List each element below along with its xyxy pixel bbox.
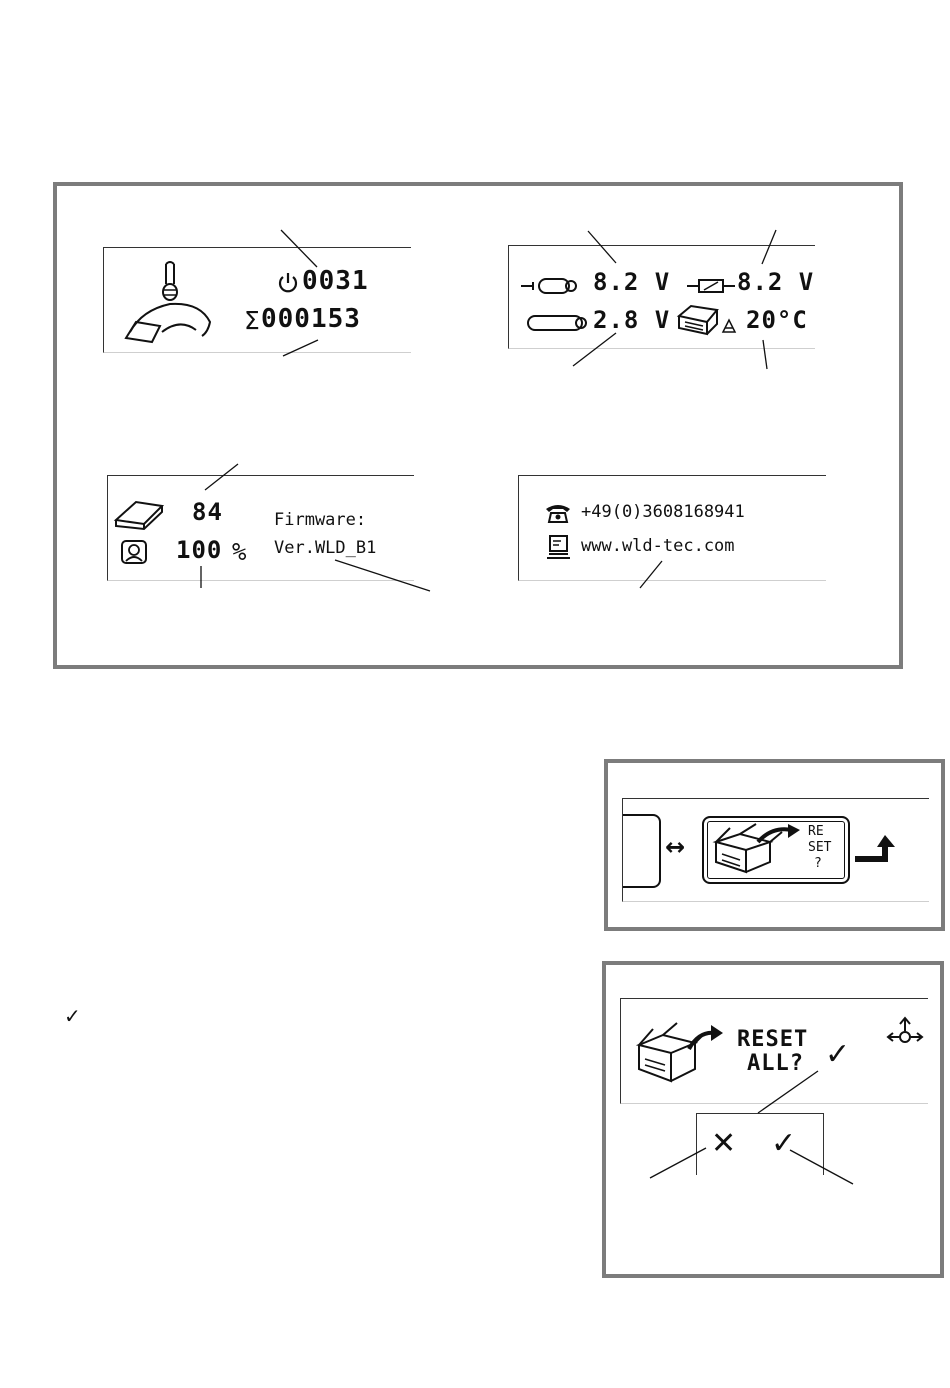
margin-checkmark: ✓ bbox=[64, 1004, 81, 1028]
input-voltage-value: 8.2 V bbox=[593, 268, 671, 296]
reset-prompt-line2: ALL? bbox=[747, 1051, 804, 1076]
percent-face-icon bbox=[121, 540, 147, 564]
firmware-label: Firmware: bbox=[274, 510, 367, 530]
reset-prompt-line1: RESET bbox=[737, 1027, 809, 1052]
percent-value: 100 bbox=[176, 536, 223, 564]
supply-icon bbox=[687, 276, 735, 296]
reset-confirm-screen bbox=[620, 998, 928, 1104]
voltage-screen bbox=[508, 245, 815, 349]
percent-unit: % bbox=[232, 538, 247, 566]
power-icon bbox=[277, 272, 299, 294]
battery-voltage-value: 2.8 V bbox=[593, 306, 671, 334]
temperature-value: 20°C bbox=[746, 306, 808, 334]
previous-menu-item[interactable] bbox=[623, 814, 661, 888]
firmware-version: Ver.WLD_B1 bbox=[274, 538, 377, 558]
double-arrow-icon: ↔ bbox=[665, 833, 686, 861]
phone-icon bbox=[545, 503, 571, 523]
reset-box-icon bbox=[633, 1019, 733, 1085]
enter-arrow-icon[interactable] bbox=[855, 835, 901, 865]
box-icon bbox=[712, 824, 808, 876]
pad-icon bbox=[114, 500, 164, 530]
device-icon bbox=[122, 262, 214, 348]
confirm-checkmark: ✓ bbox=[825, 1037, 851, 1072]
supply-voltage-value: 8.2 V bbox=[737, 268, 815, 296]
navigation-icon bbox=[887, 1017, 923, 1049]
status-screen bbox=[107, 475, 414, 581]
phone-value: +49(0)3608168941 bbox=[581, 502, 745, 522]
battery-icon bbox=[527, 312, 589, 334]
reset-label-line3: ? bbox=[814, 856, 822, 871]
temperature-icon bbox=[677, 302, 739, 338]
counter-screen bbox=[103, 247, 411, 353]
reset-label-line2: SET bbox=[808, 840, 832, 855]
input-plug-icon bbox=[521, 276, 581, 296]
confirm-softkey[interactable]: ✓ bbox=[771, 1126, 797, 1161]
count-value: 84 bbox=[192, 498, 223, 526]
reset-label-line1: RE bbox=[808, 824, 824, 839]
cancel-softkey[interactable]: ✕ bbox=[711, 1126, 737, 1161]
sigma-icon: Σ bbox=[244, 306, 260, 335]
website-value: www.wld-tec.com bbox=[581, 536, 735, 556]
computer-icon bbox=[547, 535, 571, 559]
reset-menu-screen bbox=[622, 798, 929, 902]
total-count-value: 000153 bbox=[261, 304, 361, 334]
reset-menu-item[interactable] bbox=[702, 816, 850, 884]
on-count-value: 0031 bbox=[302, 266, 369, 296]
contact-screen bbox=[518, 475, 826, 581]
